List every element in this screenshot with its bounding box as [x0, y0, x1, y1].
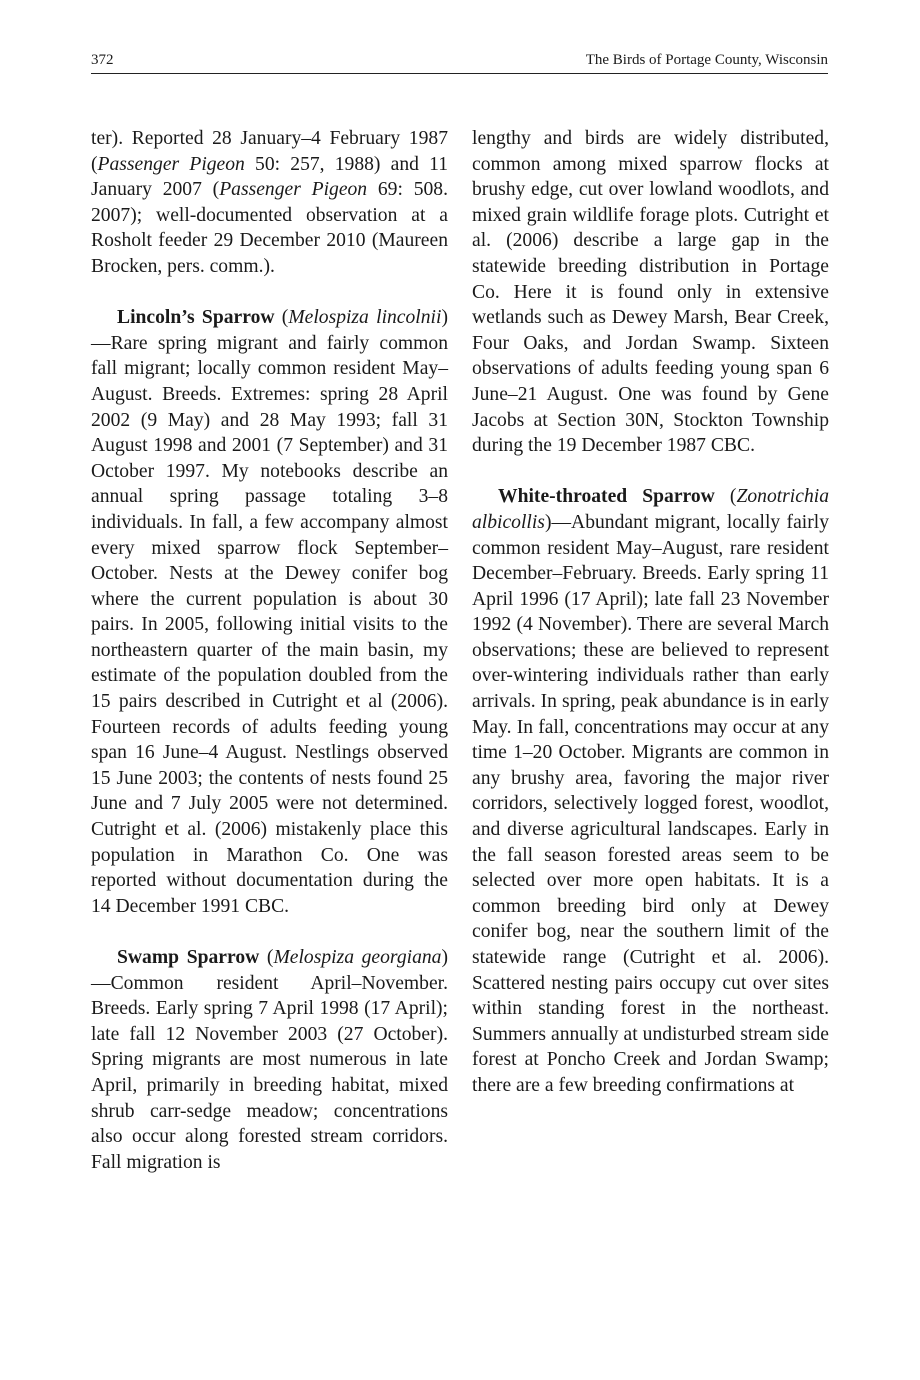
running-header — [91, 50, 828, 72]
species-text: )—Rare spring migrant and fairly common fall migrant; locally common resident May–August. Breeds. Extremes: spring 28 April 2002 (9 May) and 28 May 1993; fall 31 August 1998 and 2001 (7 September) and 31 October 1997. My notebooks describe an annual spring passage totaling 3–8 individuals. In fall, a few accompany almost every mixed sparrow flock September–October. Nests at the Dewey conifer bog where the current population is about 30 pairs. In 2005, following initial visits to the northeastern quarter of the main basin, my estimate of the population doubled from the 15 pairs described in Cutright et al (2006). Fourteen records of adults feeding young span 16 June–4 August. Nestlings observed 15 June 2003; the contents of nests found 25 June and 7 July 2005 were not determined. Cutright et al. (2006) mistakenly place this population in Marathon Co. One was reported without documentation during the 14 December 1991 CBC. — [91, 307, 448, 917]
species-account-white-throated-sparrow: White-throated Sparrow (Zonotrichia albicollis)—Abundant migrant, locally fairly common resident May–August, rare resident December–February. Breeds. Early spring 11 April 1996 (17 April); late fall 23 November 1992 (4 November). There are several March observations; these are believed to represent over-wintering individuals rather than early arrivals. In spring, peak abundance is in early May. In fall, concentrations may occur at any time 1–20 October. Migrants are common in any brushy area, favoring the major river corridors, selectively logged forest, woodlot, and diverse agricultural landscapes. Early in the fall season forested areas seem to be selected over more open habitats. It is a common breeding bird only at Dewey conifer bog, near the southern limit of the statewide range (Cutright et al. 2006). Scattered nesting pairs occupy cut over sites within standing forest in the northeast. Summers annually at undisturbed stream side forest at Poncho Creek and Jordan Swamp; there are a few breeding confirmations at — [472, 486, 829, 1096]
page-number: 372 — [91, 52, 114, 68]
scientific-name: Zonotrichia albicollis — [472, 486, 829, 533]
species-name: Lincoln’s Sparrow — [117, 307, 275, 329]
species-text: )—Common resident April–November. Breeds. Early spring 7 April 1998 (17 April); late fall 12 November 2003 (27 October). Spring migrants are most numerous in late April, primarily in breeding habitat, mixed shrub carr-sedge meadow; concentrations also occur along forested stream corridors. Fall migration is — [91, 947, 448, 1173]
journal-title: Passenger Pigeon — [219, 179, 368, 201]
right-column — [472, 126, 829, 1099]
species-account-swamp-sparrow: Swamp Sparrow (Melospiza georgiana)—Common resident April–November. Breeds. Early spring 7 April 1998 (17 April); late fall 12 November 2003 (27 October). Spring migrants are most numerous in late April, primarily in breeding habitat, mixed shrub carr-sedge meadow; concentrations also occur along forested stream corridors. Fall migration is — [91, 947, 448, 1173]
continued-paragraph: lengthy and birds are widely distributed, common among mixed sparrow flocks at brushy edge, cut over lowland woodlots, and mixed grain wildlife forage plots. Cutright et al. (2006) describe a large gap in the statewide breeding distribution in Portage Co. Here it is found only in extensive wetlands such as Dewey Marsh, Bear Creek, Four Oaks, and Jordan Swamp. Sixteen observations of adults feeding young span 6 June–21 August. One was found by Gene Jacobs at Section 30N, Stockton Township during the 19 December 1987 CBC. — [472, 128, 829, 457]
species-name: Swamp Sparrow — [117, 947, 260, 968]
scientific-name: Melospiza lincolnii — [288, 307, 442, 329]
journal-title: Passenger Pigeon — [97, 153, 245, 175]
species-name: White-throated Sparrow — [498, 486, 715, 508]
species-account-lincolns-sparrow: Lincoln’s Sparrow (Melospiza lincolnii)—Rare spring migrant and fairly common fall migrant; locally common resident May–August. Breeds. Extremes: spring 28 April 2002 (9 May) and 28 May 1993; fall 31 August 1998 and 2001 (7 September) and 31 October 1997. My notebooks describe an annual spring passage totaling 3–8 individuals. In fall, a few accompany almost every mixed sparrow flock September–October. Nests at the Dewey conifer bog where the current population is about 30 pairs. In 2005, following initial visits to the northeastern quarter of the main basin, my estimate of the population doubled from the 15 pairs described in Cutright et al (2006). Fourteen records of adults feeding young span 16 June–4 August. Nestlings observed 15 June 2003; the contents of nests found 25 June and 7 July 2005 were not determined. Cutright et al. (2006) mistakenly place this population in Marathon Co. One was reported without documentation during the 14 December 1991 CBC. — [91, 307, 448, 917]
species-text: )—Abundant migrant, locally fairly common resident May–August, rare resident December–February. Breeds. Early spring 11 April 1996 (17 April); late fall 23 November 1992 (4 November). There are several March observations; these are believed to represent over-wintering individuals rather than early arrivals. In spring, peak abundance is in early May. In fall, concentrations may occur at any time 1–20 October. Migrants are common in any brushy area, favoring the major river corridors, selectively logged forest, woodlot, and diverse agricultural landscapes. Early in the fall season forested areas seem to be selected over more open habitats. It is a common breeding bird only at Dewey conifer bog, near the southern limit of the statewide range (Cutright et al. 2006). Scattered nesting pairs occupy cut over sites within standing forest in the northeast. Summers annually at undisturbed stream side forest at Poncho Creek and Jordan Swamp; there are a few breeding confirmations at — [472, 511, 829, 1096]
header-rule — [91, 73, 828, 74]
continued-paragraph: ter). Reported 28 January–4 February 1987 (Passenger Pigeon 50: 257, 1988) and 11 January 2007 (Passenger Pigeon 69: 508. 2007); well-documented observation at a Rosholt feeder 29 December 2010 (Maureen Brocken, pers. comm.). — [91, 128, 448, 277]
running-title: The Birds of Portage County, Wisconsin — [585, 52, 828, 68]
left-column — [91, 126, 448, 1175]
scientific-name: Melospiza georgiana — [273, 947, 442, 968]
